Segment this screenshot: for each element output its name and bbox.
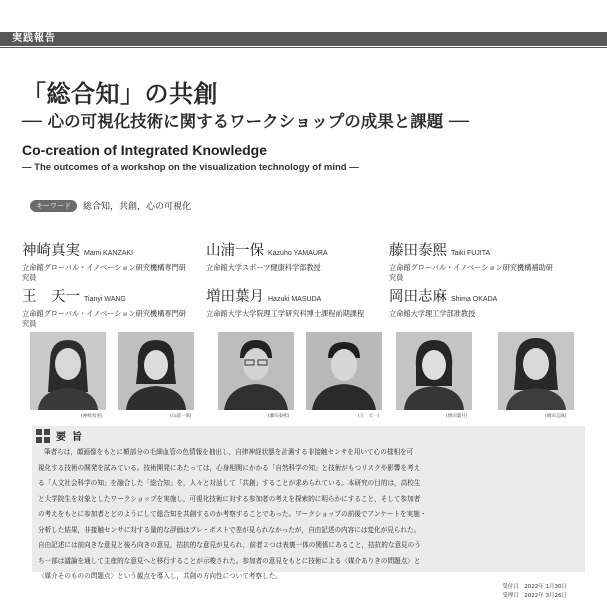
author-name-en: Kazuho YAMAURA	[268, 250, 328, 257]
author-photo-5	[396, 332, 472, 410]
author-photo-1	[30, 332, 106, 410]
grid-icon	[36, 429, 50, 443]
abstract-title: 要旨	[56, 432, 88, 443]
dates-block	[502, 583, 567, 601]
author-6	[389, 288, 559, 319]
author-5	[206, 288, 376, 319]
title-en: Co-creation of Integrated Knowledge	[22, 142, 268, 158]
portrait-image	[396, 332, 472, 410]
author-affiliation: 立命館大学理工学部准教授	[389, 309, 476, 318]
author-name-en: Mami KANZAKI	[84, 250, 134, 257]
section-label: 実践報告	[12, 33, 56, 44]
abstract-line: 自由記述には前向きな意見と後ろ向きの意見，拮抗的な意見が見られ，前者２つは表裏一体の関係にあること，拮抗的な意見のう	[38, 541, 421, 549]
author-name-ja: 岡田志麻	[389, 289, 447, 305]
author-name-en: Taiki FUJITA	[451, 250, 491, 257]
author-name-en: Tianyi WANG	[84, 296, 126, 303]
portrait-image	[118, 332, 194, 410]
header-rule	[0, 47, 607, 48]
accepted-date: 受理日 2022年 3月26日	[502, 593, 567, 599]
author-name-en: Shima OKADA	[451, 296, 498, 303]
abstract-line: る「人文社会科学の知」を融合した「総合知」を，人々と対話して「共創」することが求められている。本研究の目的は，高校生	[38, 479, 421, 487]
author-2	[206, 242, 376, 273]
abstract-line: 筆者らは，顔画像をもとに額部分の毛細血管の色情報を抽出し，自律神経状態を計測する非接触センサを用いて心の様相を可	[44, 448, 414, 456]
author-name-ja: 神崎真実	[22, 243, 80, 259]
keywords-row	[30, 199, 191, 212]
author-affiliation: 立命館大学大学院理工学研究科博士課程前期課程	[206, 309, 365, 318]
portrait-image	[498, 332, 574, 410]
photo-caption: (神崎真実)	[81, 414, 103, 419]
received-date: 受付日 2022年 1月30日	[502, 584, 567, 590]
keywords-label: キーワード	[30, 200, 77, 212]
author-photo-6	[498, 332, 574, 410]
subtitle-ja: ── 心の可視化技術に関するワークショップの成果と課題 ──	[22, 112, 469, 131]
author-4	[22, 288, 192, 329]
author-1	[22, 242, 192, 283]
author-name-en: Hazuki MASUDA	[268, 296, 322, 303]
photo-caption: (増田葉月)	[446, 414, 468, 419]
author-affiliation: 立命館グローバル・イノベーション研究機構補助研究員	[389, 263, 553, 282]
section-header-bar	[0, 32, 607, 46]
abstract-text	[38, 445, 578, 585]
abstract-line: 〈媒介そのものの問題点〉という観点を導入し，共創の方向性について考察した。	[38, 572, 282, 580]
portrait-image	[218, 332, 294, 410]
abstract-line: 視化する技術の開発を試みている。技術開発にあたっては，心身相関にかかる「自然科学の知」と技術がもつリスクや影響を考え	[38, 463, 421, 472]
subtitle-en: ― The outcomes of a workshop on the visualization technology of mind ―	[22, 162, 359, 173]
photo-caption: (藤田泰熙)	[268, 414, 290, 419]
author-photo-4	[306, 332, 382, 410]
author-photo-3	[218, 332, 294, 410]
author-affiliation: 立命館グローバル・イノベーション研究機構専門研究員	[22, 309, 186, 328]
author-affiliation: 立命館大学スポーツ健康科学部教授	[206, 263, 321, 272]
author-name-ja: 増田葉月	[206, 289, 264, 305]
abstract-line: と大学院生を対象としたワークショップを実施し，可視化技術に対する参加者の考えを探索的に明らかにすること，そして参加者	[38, 494, 421, 503]
author-name-ja: 山浦一保	[206, 243, 264, 259]
photo-caption: (王 天一)	[358, 414, 380, 419]
author-photo-2	[118, 332, 194, 410]
author-affiliation: 立命館グローバル・イノベーション研究機構専門研究員	[22, 263, 186, 282]
portrait-image	[30, 332, 106, 410]
photo-caption: (岡田志麻)	[545, 414, 567, 419]
portrait-image	[306, 332, 382, 410]
photo-caption: (山浦一保)	[170, 414, 192, 419]
author-3	[389, 242, 559, 283]
abstract-line: ち一部は議論を通して主産的な意見へと移行することが示唆された。参加者の意見をもとに技術による〈媒介ありきの問題点〉と	[38, 556, 421, 565]
keywords-text: 総合知，共創，心の可視化	[83, 202, 192, 212]
abstract-line: の考えをもとに参加者とどのようにして総合知を共創するのか考察することであった。ワークショップの前後でアンケートを実施・	[38, 510, 427, 518]
author-name-ja: 藤田泰熙	[389, 243, 447, 259]
author-name-ja: 王 天一	[22, 289, 80, 305]
abstract-line: 分析した結果，非接触センサに対する量的な評価はプレ・ポストで差が見られなかったが，自由記述の内容には変化が見られた。	[38, 525, 421, 534]
abstract-header	[36, 428, 88, 443]
title-ja: 「総合知」の共創	[22, 80, 218, 108]
